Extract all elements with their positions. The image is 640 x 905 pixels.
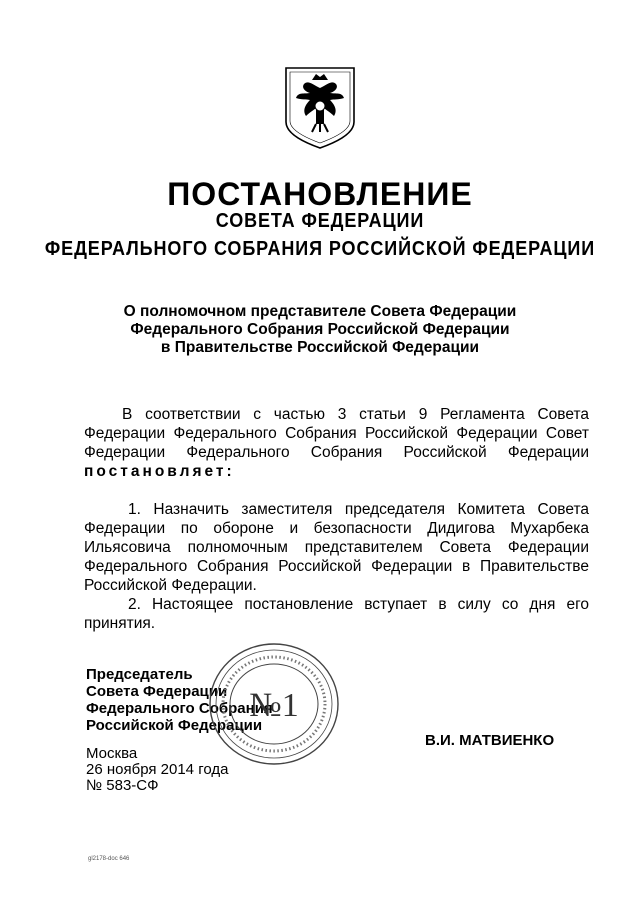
heading-line: в Правительстве Российской Федерации [160,339,480,356]
double-headed-eagle-icon [296,74,344,132]
position-line: Совета Федерации [86,683,228,700]
place-and-date [86,746,228,794]
resolves-verb: постановляет: [84,463,235,480]
document-heading [80,303,560,357]
position-line: Председатель [86,666,193,683]
document-number: № 583-СФ [86,777,159,794]
coat-of-arms-emblem [282,66,358,150]
item-paragraph-2: 2. Настоящее постановление вступает в силу со дня его принятия. [84,596,589,632]
date: 26 ноября 2014 года [86,761,229,778]
preamble-paragraph [84,405,589,481]
document-subtitle-1: СОВЕТА ФЕДЕРАЦИИ [215,210,425,232]
signatory-name: В.И. МАТВИЕНКО [425,732,555,749]
position-line: Российской Федерации [86,717,263,734]
position-line: Федерального Собрания [86,700,273,717]
footer-code: gl2178-doc 646 [88,856,130,862]
preamble-text: В соответствии с частью 3 статьи 9 Регламента Совета Федерации Федерального Собрания Российской Федерации Совет Федерации Федерального Собрания Российской Федерации [84,406,589,461]
document-title: ПОСТАНОВЛЕНИЕ [167,176,473,212]
item-paragraph-1: 1. Назначить заместителя председателя Комитета Совета Федерации по обороне и безопасности Дидигова Мухарбека Ильясовича полномочным представителем Совета Федерации Федерального Собрания Российской Федерации в Правительстве Российской Федерации. [84,501,589,594]
heading-line: О полномочном представителе Совета Федерации [123,303,517,320]
document-subtitle-2: ФЕДЕРАЛЬНОГО СОБРАНИЯ РОССИЙСКОЙ ФЕДЕРАЦИИ [44,238,596,260]
heading-line: Федерального Собрания Российской Федерации [130,321,510,338]
stamp-number: №1 [249,687,299,724]
city: Москва [86,745,138,762]
